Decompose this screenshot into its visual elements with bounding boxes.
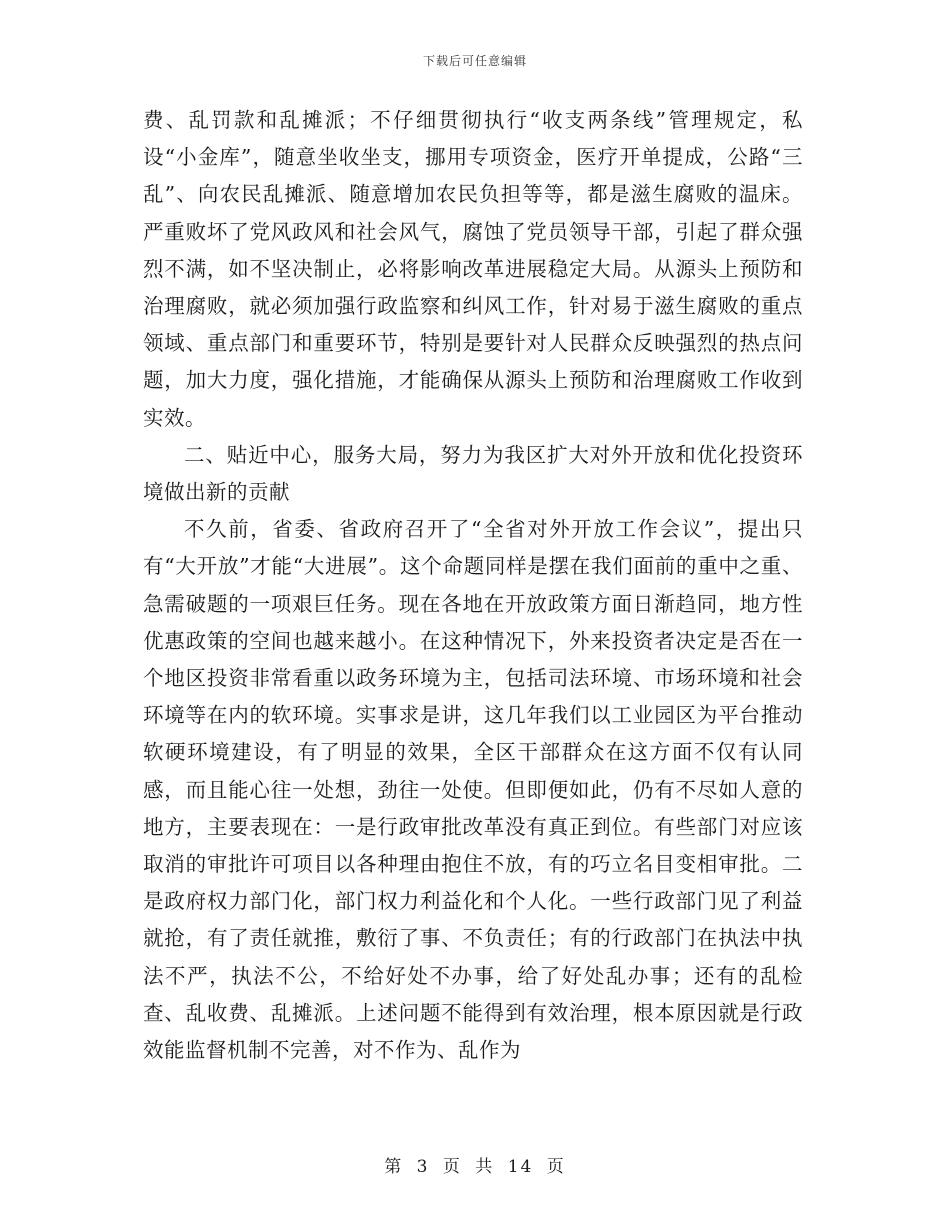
- section-heading: 二、贴近中心，服务大局，努力为我区扩大对外开放和优化投资环境做出新的贡献: [143, 442, 803, 505]
- page-header: 下载后可任意编辑: [422, 54, 527, 68]
- page-number-footer: 第 3 页 共 14 页: [384, 1157, 566, 1177]
- paragraph-continued: 费、乱罚款和乱摊派；不仔细贯彻执行“收支两条线”管理规定，私设“小金库”，随意坐收坐支，挪用专项资金，医疗开单提成，公路“三乱”、向农民乱摊派、随意增加农民负担等等，都是滋生腐败的温床。严重败坏了党风政风和社会风气，腐蚀了党员领导干部，引起了群众强烈不满，如不坚决制止，必将影响改革进展稳定大局。从源头上预防和治理腐败，就必须加强行政监察和纠风工作，针对易于滋生腐败的重点领域、重点部门和重要环节，特别是要针对人民群众反映强烈的热点问题，加大力度，强化措施，才能确保从源头上预防和治理腐败工作收到实效。: [143, 108, 803, 430]
- document-body: [143, 102, 803, 1069]
- paragraph-body: 不久前，省委、省政府召开了“全省对外开放工作会议”，提出只有“大开放”才能“大进展”。这个命题同样是摆在我们面前的重中之重、急需破题的一项艰巨任务。现在各地在开放政策方面日渐趋同，地方性优惠政策的空间也越来越小。在这种情况下，外来投资者决定是否在一个地区投资非常看重以政务环境为主，包括司法环境、市场环境和社会环境等在内的软环境。实事求是讲，这几年我们以工业园区为平台推动软硬环境建设，有了明显的效果，全区干部群众在这方面不仅有认同感，而且能心往一处想，劲往一处使。但即便如此，仍有不尽如人意的地方，主要表现在：一是行政审批改革没有真正到位。有些部门对应该取消的审批许可项目以各种理由抱住不放，有的巧立名目变相审批。二是政府权力部门化，部门权力利益化和个人化。一些行政部门见了利益就抢，有了责任就推，敷衍了事、不负责任；有的行政部门在执法中执法不严，执法不公，不给好处不办事，给了好处乱办事；还有的乱检查、乱收费、乱摊派。上述问题不能得到有效治理，根本原因就是行政效能监督机制不完善，对不作为、乱作为: [143, 517, 803, 1063]
